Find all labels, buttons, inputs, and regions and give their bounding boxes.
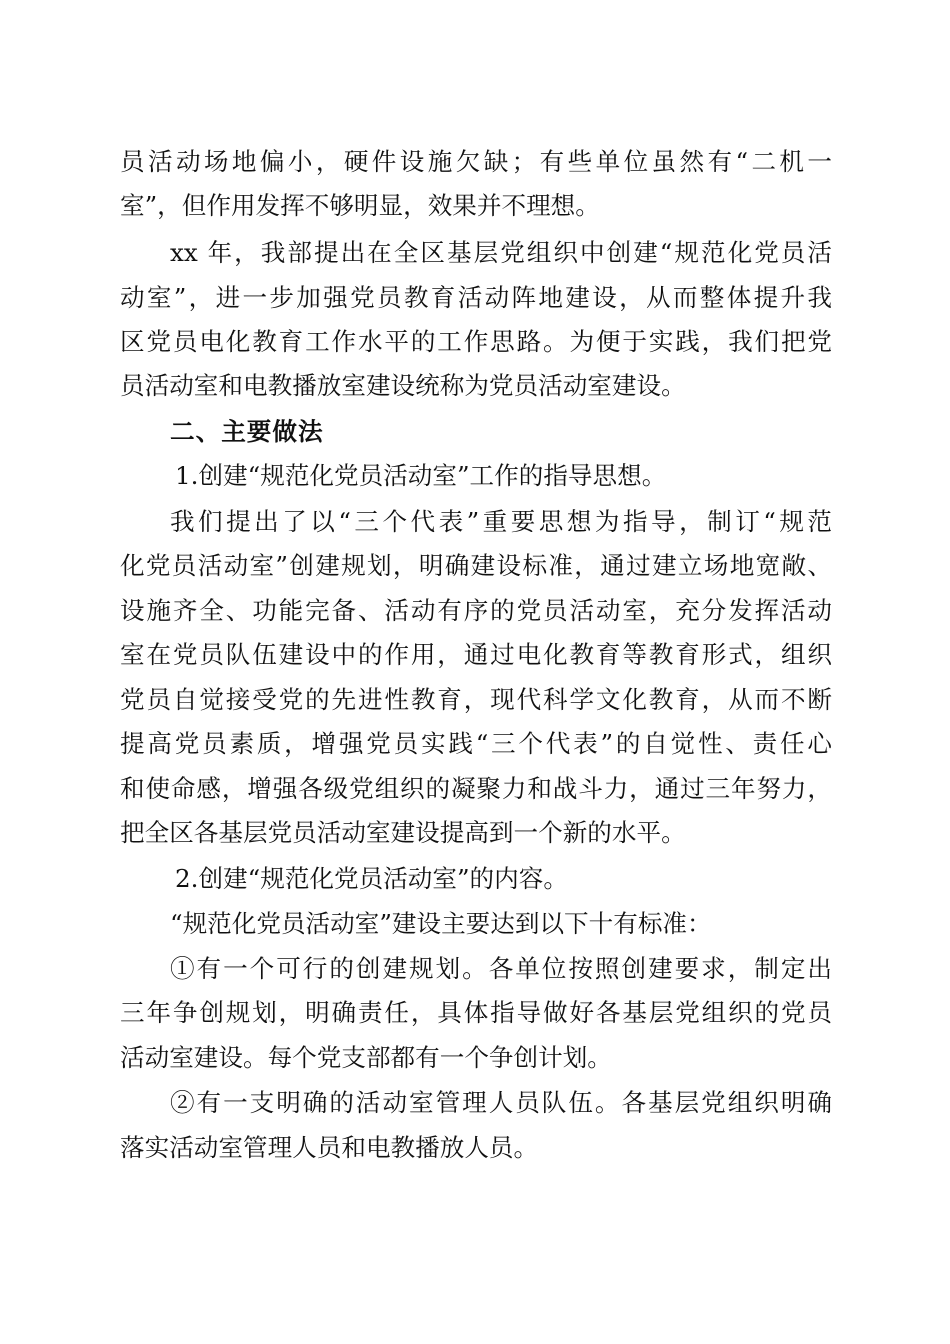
- text-line: 员活动场地偏小，硬件设施欠缺；有些单位虽然有“二机一: [120, 147, 832, 176]
- text-line: 员活动室和电教播放室建设统称为党员活动室建设。: [120, 371, 686, 400]
- text-line: 设施齐全、功能完备、活动有序的党员活动室，充分发挥活动: [120, 596, 832, 625]
- section-heading: 二、主要做法: [170, 417, 324, 446]
- text-line: 把全区各基层党员活动室建设提高到一个新的水平。: [120, 818, 686, 847]
- text-line: xx 年，我部提出在全区基层党组织中创建“规范化党员活: [170, 238, 832, 267]
- text-line: 动室”，进一步加强党员教育活动阵地建设，从而整体提升我: [120, 283, 832, 312]
- subsection-heading: 1.创建“规范化党员活动室”工作的指导思想。: [175, 461, 667, 490]
- text-line: 提高党员素质，增强党员实践“三个代表”的自觉性、责任心: [120, 729, 832, 758]
- text-line: 三年争创规划，明确责任，具体指导做好各基层党组织的党员: [120, 998, 832, 1027]
- text-line: 室”，但作用发挥不够明显，效果并不理想。: [120, 191, 600, 220]
- text-line: 室在党员队伍建设中的作用，通过电化教育等教育形式，组织: [120, 640, 832, 669]
- text-line: ①有一个可行的创建规划。各单位按照创建要求，制定出: [170, 954, 832, 983]
- text-line: “规范化党员活动室”建设主要达到以下十有标准：: [170, 909, 712, 938]
- subsection-heading: 2.创建“规范化党员活动室”的内容。: [175, 864, 568, 893]
- text-line: 党员自觉接受党的先进性教育，现代科学文化教育，从而不断: [120, 685, 832, 714]
- text-line: 活动室建设。每个党支部都有一个争创计划。: [120, 1043, 612, 1072]
- text-line: 我们提出了以“三个代表”重要思想为指导，制订“规范: [170, 507, 832, 536]
- text-line: ②有一支明确的活动室管理人员队伍。各基层党组织明确: [170, 1088, 832, 1117]
- text-line: 和使命感，增强各级党组织的凝聚力和战斗力，通过三年努力，: [120, 774, 832, 803]
- text-line: 区党员电化教育工作水平的工作思路。为便于实践，我们把党: [120, 327, 832, 356]
- text-line: 落实活动室管理人员和电教播放人员。: [120, 1133, 539, 1162]
- text-line: 化党员活动室”创建规划，明确建设标准，通过建立场地宽敞、: [120, 551, 832, 580]
